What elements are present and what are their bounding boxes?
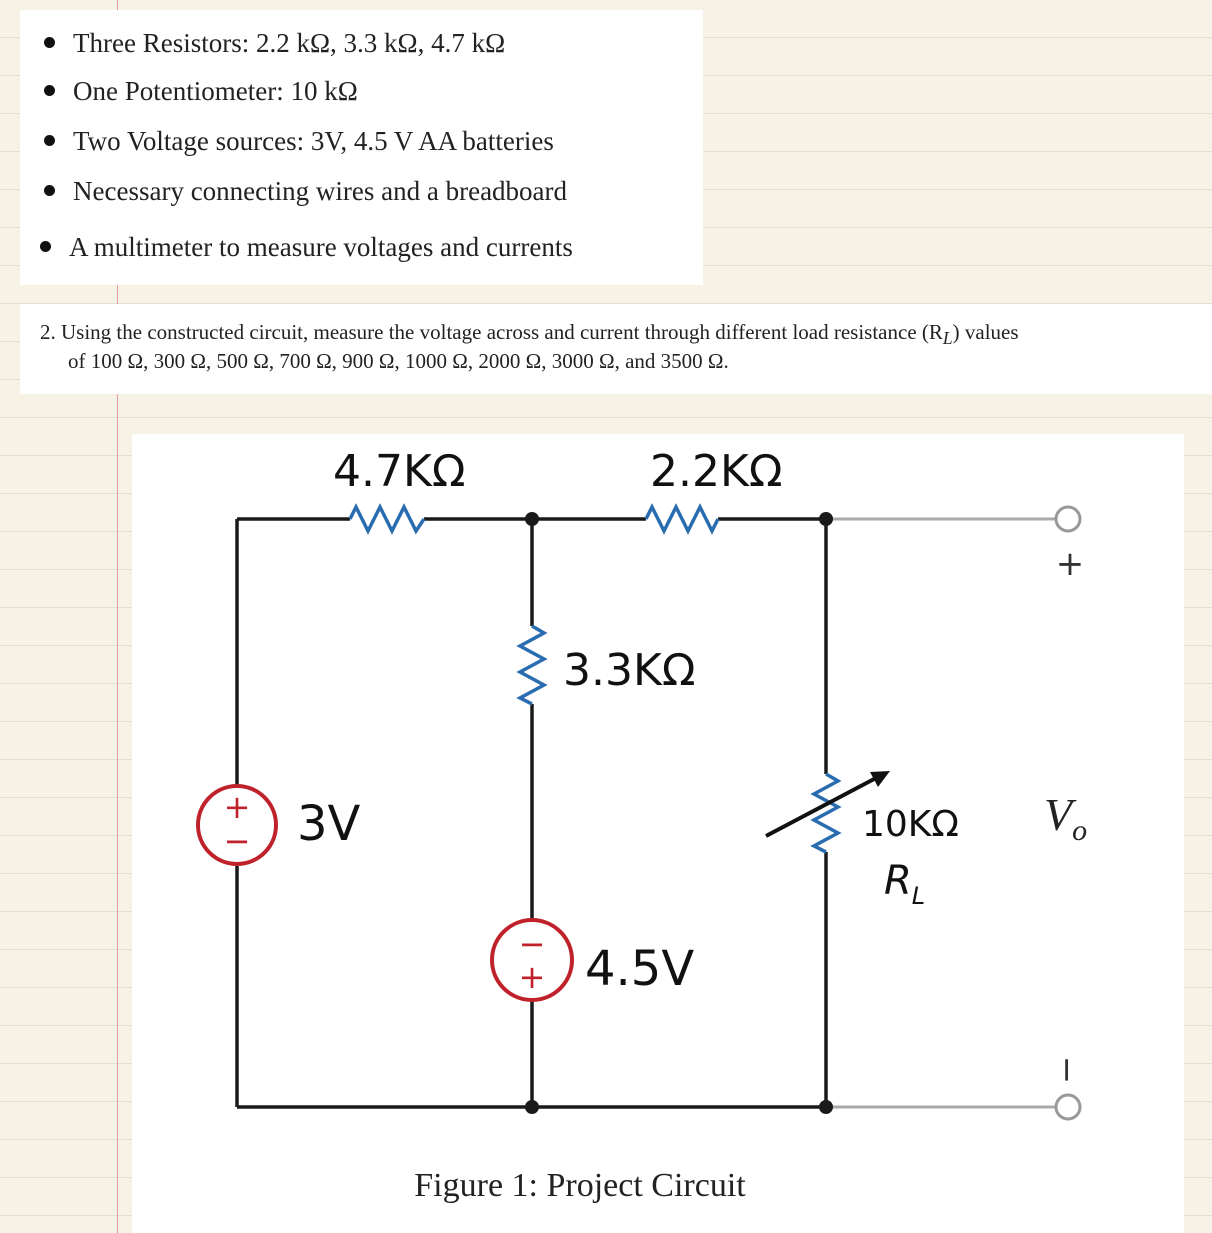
list-item: One Potentiometer: 10 kΩ — [44, 76, 358, 107]
output-plus-label: + — [1055, 544, 1085, 584]
junction-node — [525, 1100, 539, 1114]
task-text: Using the constructed circuit, measure the voltage across and current through different load resistance (R — [61, 320, 943, 344]
list-item: A multimeter to measure voltages and currents — [40, 232, 573, 263]
load-resistor-label: $R_L$ — [884, 858, 926, 910]
resistor-label-4-7k: 4.7KΩ — [333, 446, 466, 497]
minus-icon: − — [518, 925, 546, 963]
plus-icon: + — [223, 788, 251, 826]
junction-node — [819, 512, 833, 526]
junction-node — [819, 1100, 833, 1114]
task-text-end: ) values — [952, 320, 1019, 344]
output-voltage-label: $V_o$ — [1044, 789, 1088, 847]
resistor-3-3k — [520, 626, 544, 704]
resistor-label-2-2k: 2.2KΩ — [650, 446, 783, 497]
task-values: of 100 Ω, 300 Ω, 500 Ω, 700 Ω, 900 Ω, 1000 Ω, 2000 Ω, 3000 Ω, and 3500 Ω. — [68, 349, 729, 373]
list-item: Necessary connecting wires and a breadboard — [44, 176, 567, 207]
source-label-4-5v: 4.5V — [585, 941, 695, 997]
minus-icon: − — [223, 822, 251, 860]
output-minus-label: − — [1047, 1055, 1087, 1085]
voltage-source-3v — [198, 786, 276, 864]
junction-node — [525, 512, 539, 526]
resistor-label-3-3k: 3.3KΩ — [563, 645, 696, 696]
task-subscript: L — [942, 328, 953, 349]
list-item: Two Voltage sources: 3V, 4.5 V AA batteries — [44, 126, 554, 157]
junction-nodes — [525, 512, 833, 1114]
output-terminal-positive — [1056, 507, 1080, 531]
resistor-4-7k — [350, 507, 424, 531]
potentiometer-value-label: 10KΩ — [862, 804, 959, 845]
output-terminal-negative — [1056, 1095, 1080, 1119]
task-number: 2. — [40, 320, 56, 344]
potentiometer-resistor — [814, 774, 838, 852]
plus-icon: + — [518, 958, 546, 996]
figure-caption: Figure 1: Project Circuit — [414, 1167, 746, 1204]
voltage-source-4-5v — [492, 920, 572, 1000]
source-label-3v: 3V — [297, 796, 361, 852]
list-item: Three Resistors: 2.2 kΩ, 3.3 kΩ, 4.7 kΩ — [44, 28, 505, 59]
resistor-2-2k — [646, 507, 718, 531]
